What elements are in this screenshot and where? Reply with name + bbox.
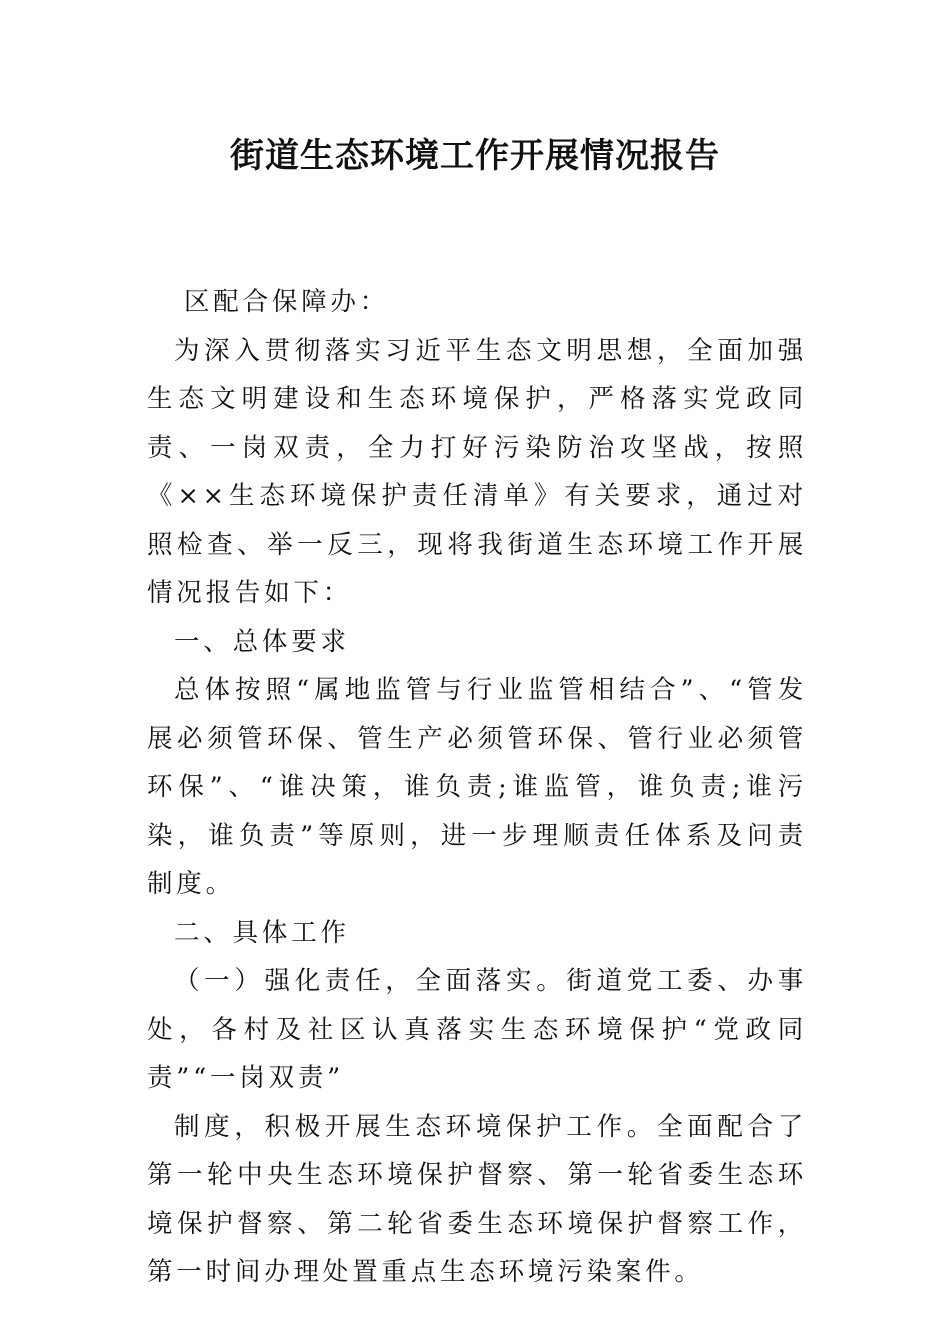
document-body bbox=[147, 278, 807, 1297]
document-title: 街道生态环境工作开展情况报告 bbox=[230, 136, 720, 176]
paragraph-system-implementation: 制度，积极开展生态环境保护工作。全面配合了第一轮中央生态环境保护督察、第一轮省委生态环境保护督察、第二轮省委生态环境保护督察工作，第一时间办理处置重点生态环境污染案件。 bbox=[147, 1111, 807, 1287]
paragraph-intro: 为深入贯彻落实习近平生态文明思想，全面加强生态文明建设和生态环境保护，严格落实党政同责、一岗双责，全力打好污染防治攻坚战，按照《××生态环境保护责任清单》有关要求，通过对照检查、举一反三，现将我街道生态环境工作开展情况报告如下： bbox=[147, 335, 807, 608]
section-heading-specific-work: 二、具体工作 bbox=[174, 917, 350, 948]
salutation: 区配合保障办： bbox=[184, 287, 390, 317]
section-heading-overall-requirements: 一、总体要求 bbox=[174, 626, 350, 657]
paragraph-overall-requirements: 总体按照“属地监管与行业监管相结合”、“管发展必须管环保、管生产必须管环保、管行业必须管环保”、“谁决策，谁负责;谁监管，谁负责;谁污染，谁负责”等原则，进一步理顺责任体系及问责制度。 bbox=[147, 675, 807, 899]
paragraph-strengthen-responsibility: （一）强化责任，全面落实。街道党工委、办事处，各村及社区认真落实生态环境保护“党政同责”“一岗双责” bbox=[147, 966, 807, 1093]
